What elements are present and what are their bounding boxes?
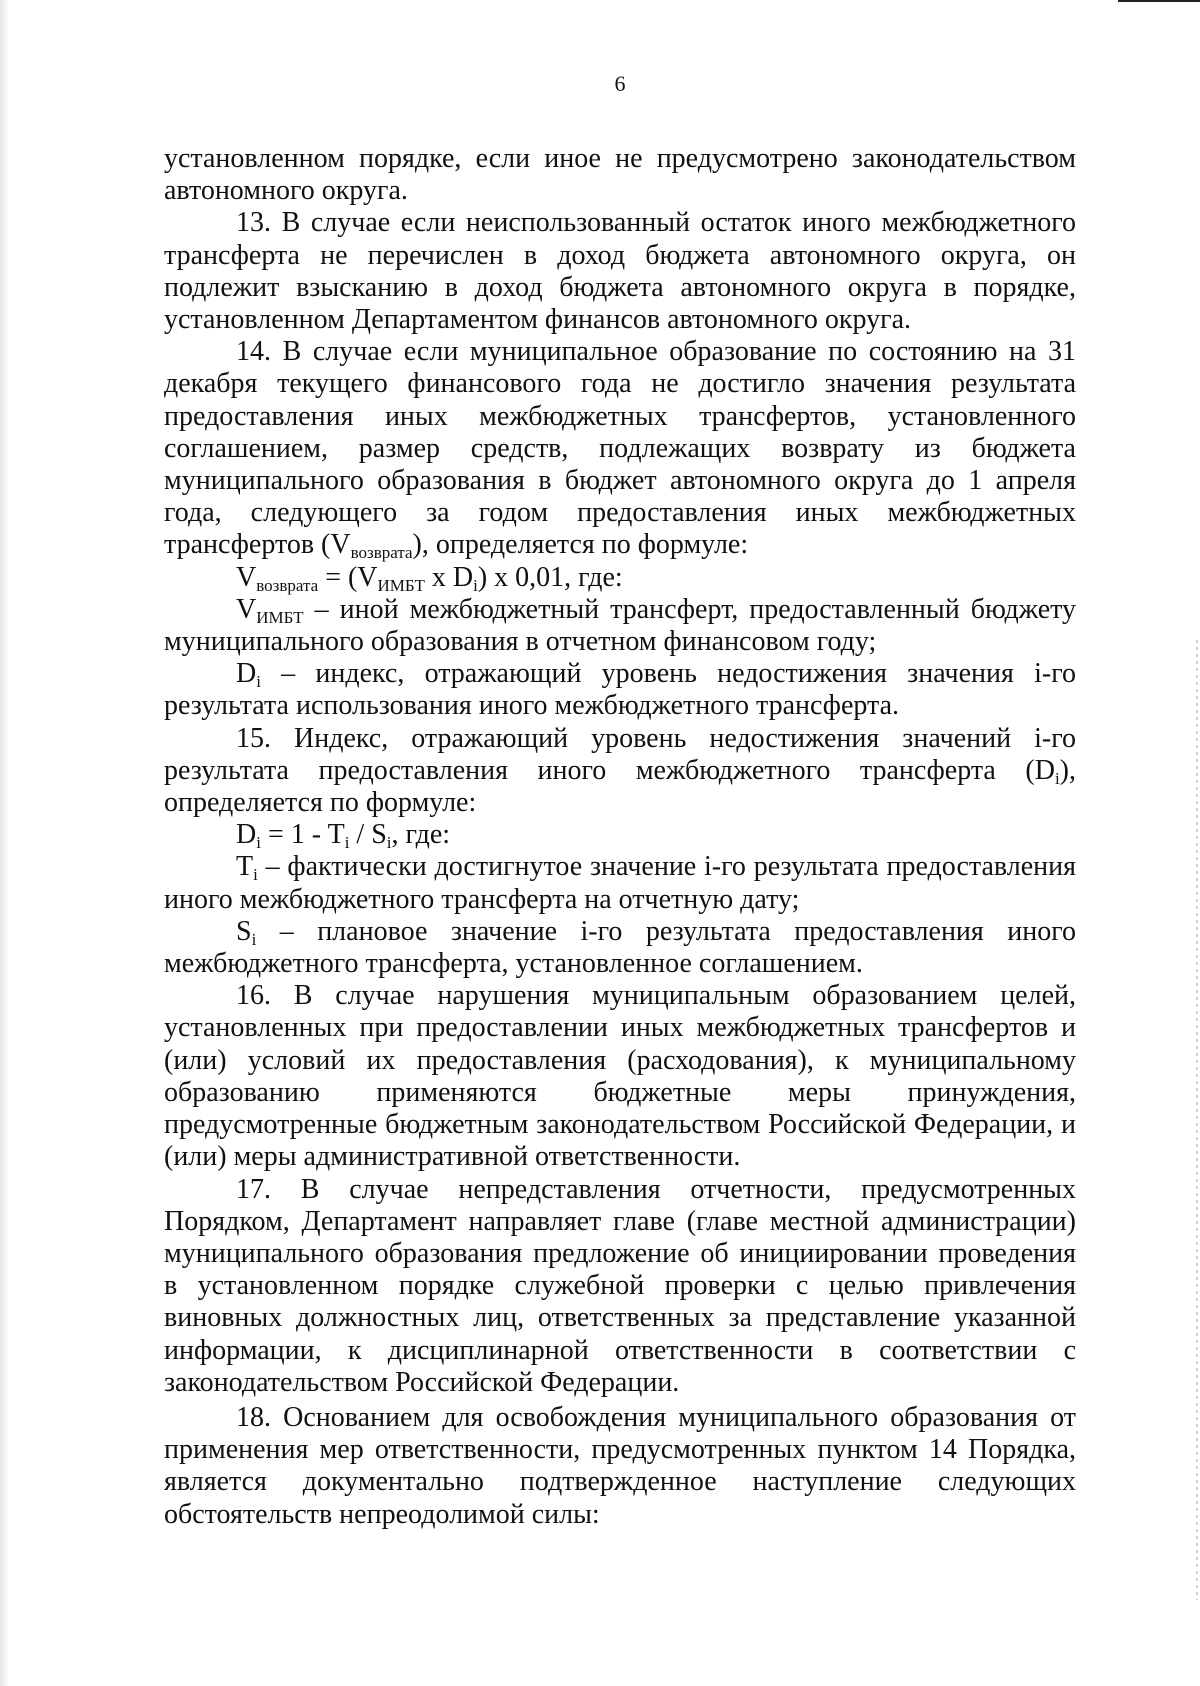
scan-edge-top [1118,0,1200,2]
paragraph-14-text: 14. В случае если муниципальное образование по состоянию на 31 декабря текущего финансового года не достигло значения результата предоставления иных межбюджетных трансфертов, установленного соглашением, размер средств, подлежащих возврату из бюджета муниципального образования в бюджет автономного округа до 1 апреля года, следующего за годом предоставления иных межбюджетных трансфертов (V [164,336,1076,561]
paragraph-16: 16. В случае нарушения муниципальным образованием целей, установленных при предоставлении иных межбюджетных трансфертов и (или) условий их предоставления (расходования), к муниципальному образованию применяются бюджетные меры принуждения, предусмотренные бюджетным законодательством Российской Федерации, и (или) меры административной ответственности. [164,980,1076,1173]
definition-d [164,658,1076,722]
subscript: i [1054,768,1060,788]
formula-symbol: D [236,658,257,690]
document-body [164,143,1076,1531]
subscript: возврата [350,543,413,563]
paragraph-14 [164,336,1076,561]
formula-symbol: D [236,819,257,851]
scan-edge-right [1196,640,1198,1600]
formula-symbol: V [236,561,257,593]
paragraph-17: 17. В случае непредставления отчетности, предусмотренных Порядком, Департамент направляет главе (главе местной администрации) муниципального образования предложение об инициировании проведения в установленном порядке служебной проверки с целью привлечения виновных должностных лиц, ответственных за представление указанной информации, к дисциплинарной ответственности в соответствии с законодательством Российской Федерации. [164,1173,1076,1398]
formula-symbol: S [236,915,252,947]
formula-text: x D [424,561,474,593]
paragraph-13: 13. В случае если неиспользованный остаток иного межбюджетного трансферта не перечислен в доход бюджета автономного округа, он подлежит взысканию в доход бюджета автономного округа в порядке, установленном Департаментом финансов автономного округа. [164,207,1076,336]
formula-text: = 1 - T [260,819,345,851]
formula-symbol: V [236,593,257,625]
formula-d-index [164,819,1076,851]
formula-v-return [164,562,1076,594]
definition-text: – индекс, отражающий уровень недостижения значения i-го результата использования иного межбюджетного трансферта. [164,658,1076,722]
subscript: i [256,833,261,853]
definition-s [164,916,1076,980]
formula-text: / S [349,819,387,851]
subscript: i [386,833,392,853]
definition-text: – фактически достигнутое значение i-го результата предоставления иного межбюджетного трансферта на отчетную дату; [164,851,1076,915]
definition-v-imbt [164,594,1076,658]
paragraph-15 [164,723,1076,820]
subscript: ИМБТ [377,575,425,595]
subscript: i [253,865,258,885]
paragraph-14-tail: ), определяется по формуле: [412,529,749,561]
subscript: i [473,575,478,595]
definition-t [164,851,1076,915]
paragraph-continuation: установленном порядке, если иное не предусмотрено законодательством автономного округа. [164,143,1076,207]
subscript: возврата [256,575,319,595]
subscript: ИМБТ [256,607,304,627]
paragraph-15-text: 15. Индекс, отражающий уровень недостижения значений i-го результата предоставления иного межбюджетного трансферта (D [164,722,1076,786]
subscript: i [251,929,257,949]
paragraph-18: 18. Основанием для освобождения муниципального образования от применения мер ответственности, предусмотренных пунктом 14 Порядка, является документально подтвержденное наступление следующих обстоятельств непреодолимой силы: [164,1401,1076,1530]
formula-text: ) x 0,01, где: [477,561,623,593]
page-number: 6 [614,71,626,96]
formula-text: = (V [318,561,378,593]
paragraph-15-tail: ), определяется по формуле: [164,754,1076,819]
definition-text: – иной межбюджетный трансферт, предоставленный бюджету муниципального образования в отчетном финансовом году; [164,593,1076,658]
formula-text: , где: [391,819,451,851]
scan-edge-left [0,0,9,1686]
subscript: i [344,833,350,853]
subscript: i [256,672,261,692]
formula-symbol: T [236,851,254,883]
definition-text: – плановое значение i-го результата предоставления иного межбюджетного трансферта, установленное соглашением. [164,915,1076,980]
